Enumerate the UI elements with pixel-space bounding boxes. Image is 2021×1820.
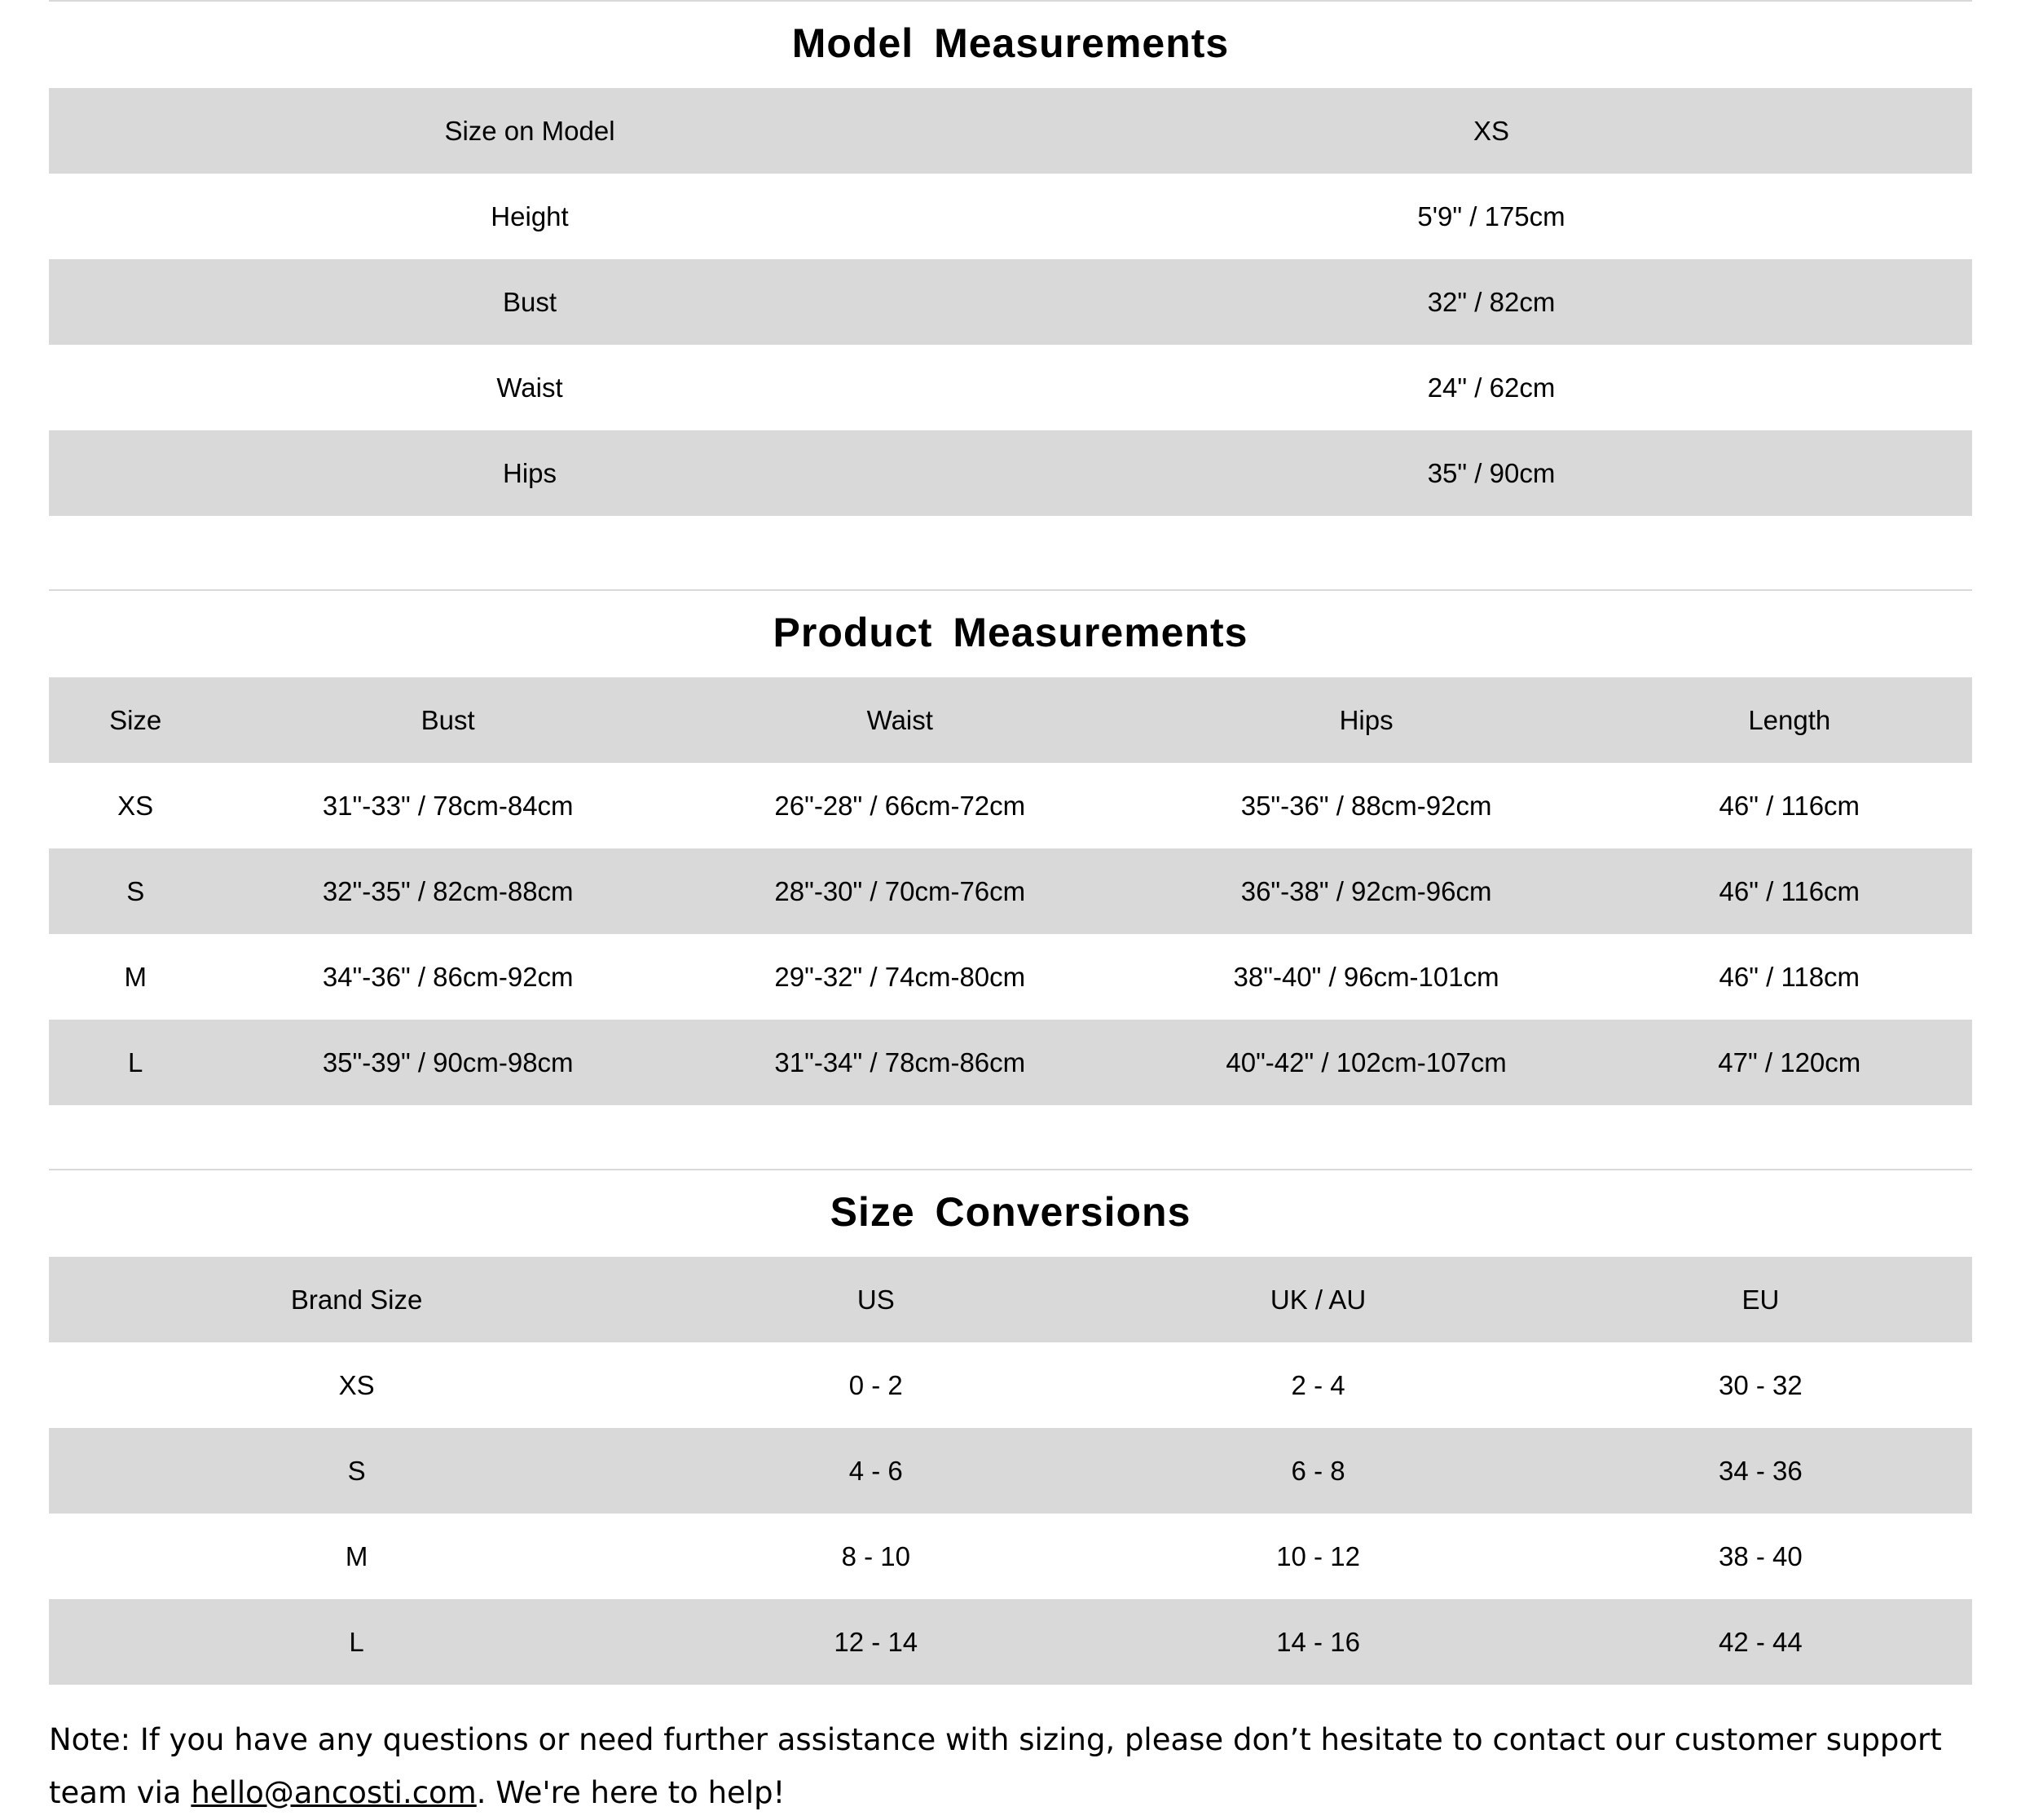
model-measurements-table bbox=[49, 88, 1972, 516]
product-measurements-table bbox=[49, 677, 1972, 1105]
table-row bbox=[49, 1514, 1972, 1599]
divider-top bbox=[49, 0, 1972, 2]
conv-cell-us: 8 - 10 bbox=[841, 1540, 910, 1571]
conv-cell-brand: L bbox=[49, 1599, 664, 1685]
table-header-row bbox=[49, 1257, 1972, 1342]
model-row-value: 24" / 62cm bbox=[1427, 372, 1556, 403]
conv-header-us: US bbox=[664, 1257, 1087, 1342]
section-spacer bbox=[49, 1105, 1972, 1169]
table-row bbox=[49, 259, 1972, 345]
model-row-label: Waist bbox=[496, 372, 563, 403]
size-conversions-title: Size Conversions bbox=[830, 1189, 1191, 1235]
product-cell-length: 46" / 118cm bbox=[1719, 961, 1860, 992]
product-cell-hips: 36"-38" / 92cm-96cm bbox=[1126, 848, 1607, 934]
table-row bbox=[49, 1428, 1972, 1514]
conv-header-eu: EU bbox=[1549, 1257, 1972, 1342]
model-row-label: Size on Model bbox=[49, 88, 1010, 174]
table-row bbox=[49, 345, 1972, 430]
product-cell-hips: 40"-42" / 102cm-107cm bbox=[1126, 1020, 1607, 1105]
table-row bbox=[49, 1020, 1972, 1105]
conv-cell-eu: 38 - 40 bbox=[1719, 1540, 1803, 1571]
table-row bbox=[49, 848, 1972, 934]
table-row bbox=[49, 763, 1972, 848]
support-note bbox=[49, 1714, 1972, 1820]
product-cell-waist: 31"-34" / 78cm-86cm bbox=[674, 1020, 1126, 1105]
conv-cell-us: 12 - 14 bbox=[664, 1599, 1087, 1685]
model-row-value: 5'9" / 175cm bbox=[1417, 201, 1565, 231]
model-row-label: Hips bbox=[49, 430, 1010, 516]
support-email-link[interactable]: hello@ancosti.com bbox=[191, 1774, 477, 1810]
table-header-row bbox=[49, 677, 1972, 763]
product-cell-waist: 28"-30" / 70cm-76cm bbox=[674, 848, 1126, 934]
product-cell-bust: 31"-33" / 78cm-84cm bbox=[322, 790, 574, 821]
conv-header-uk: UK / AU bbox=[1087, 1257, 1548, 1342]
product-cell-length: 47" / 120cm bbox=[1607, 1020, 1972, 1105]
conv-cell-uk: 6 - 8 bbox=[1087, 1428, 1548, 1514]
section-spacer bbox=[49, 516, 1972, 589]
product-cell-bust: 32"-35" / 82cm-88cm bbox=[222, 848, 674, 934]
product-header-length: Length bbox=[1607, 677, 1972, 763]
table-row bbox=[49, 1599, 1972, 1685]
product-cell-bust: 34"-36" / 86cm-92cm bbox=[322, 961, 574, 992]
product-cell-size: S bbox=[49, 848, 222, 934]
model-row-label: Bust bbox=[49, 259, 1010, 345]
model-row-value: XS bbox=[1010, 88, 1972, 174]
product-cell-size: XS bbox=[117, 790, 154, 821]
conv-cell-uk: 10 - 12 bbox=[1276, 1540, 1360, 1571]
conv-cell-uk: 2 - 4 bbox=[1291, 1369, 1345, 1400]
note-text-before: Note: If you have any questions or need further assistance with sizing, please don’t hesitate to contact our customer support team via bbox=[49, 1722, 1942, 1810]
product-cell-waist: 29"-32" / 74cm-80cm bbox=[774, 961, 1026, 992]
table-row bbox=[49, 934, 1972, 1020]
conv-cell-eu: 30 - 32 bbox=[1719, 1369, 1803, 1400]
model-row-value: 32" / 82cm bbox=[1010, 259, 1972, 345]
product-header-bust: Bust bbox=[222, 677, 674, 763]
product-cell-waist: 26"-28" / 66cm-72cm bbox=[774, 790, 1026, 821]
conv-cell-eu: 34 - 36 bbox=[1549, 1428, 1972, 1514]
product-header-size: Size bbox=[49, 677, 222, 763]
product-cell-length: 46" / 116cm bbox=[1719, 790, 1860, 821]
product-measurements-title: Product Measurements bbox=[773, 610, 1248, 655]
product-header-waist: Waist bbox=[674, 677, 1126, 763]
conv-cell-eu: 42 - 44 bbox=[1549, 1599, 1972, 1685]
conv-cell-us: 0 - 2 bbox=[848, 1369, 903, 1400]
conv-cell-brand: M bbox=[345, 1540, 368, 1571]
table-row bbox=[49, 430, 1972, 516]
model-row-value: 35" / 90cm bbox=[1010, 430, 1972, 516]
conv-header-brand: Brand Size bbox=[49, 1257, 664, 1342]
table-row bbox=[49, 1342, 1972, 1428]
note-text-after: . We're here to help! bbox=[476, 1774, 786, 1810]
model-row-label: Height bbox=[491, 201, 569, 231]
product-cell-size: L bbox=[49, 1020, 222, 1105]
conv-cell-brand: S bbox=[49, 1428, 664, 1514]
table-row bbox=[49, 88, 1972, 174]
model-measurements-title: Model Measurements bbox=[791, 20, 1230, 66]
divider-product bbox=[49, 589, 1972, 591]
product-cell-size: M bbox=[124, 961, 147, 992]
product-cell-bust: 35"-39" / 90cm-98cm bbox=[222, 1020, 674, 1105]
product-cell-length: 46" / 116cm bbox=[1607, 848, 1972, 934]
product-header-hips: Hips bbox=[1126, 677, 1607, 763]
conv-cell-brand: XS bbox=[338, 1369, 375, 1400]
product-cell-hips: 35"-36" / 88cm-92cm bbox=[1240, 790, 1492, 821]
conv-cell-uk: 14 - 16 bbox=[1087, 1599, 1548, 1685]
product-cell-hips: 38"-40" / 96cm-101cm bbox=[1233, 961, 1499, 992]
table-row bbox=[49, 174, 1972, 259]
conv-cell-us: 4 - 6 bbox=[664, 1428, 1087, 1514]
divider-conversions bbox=[49, 1169, 1972, 1170]
size-conversions-table bbox=[49, 1257, 1972, 1685]
